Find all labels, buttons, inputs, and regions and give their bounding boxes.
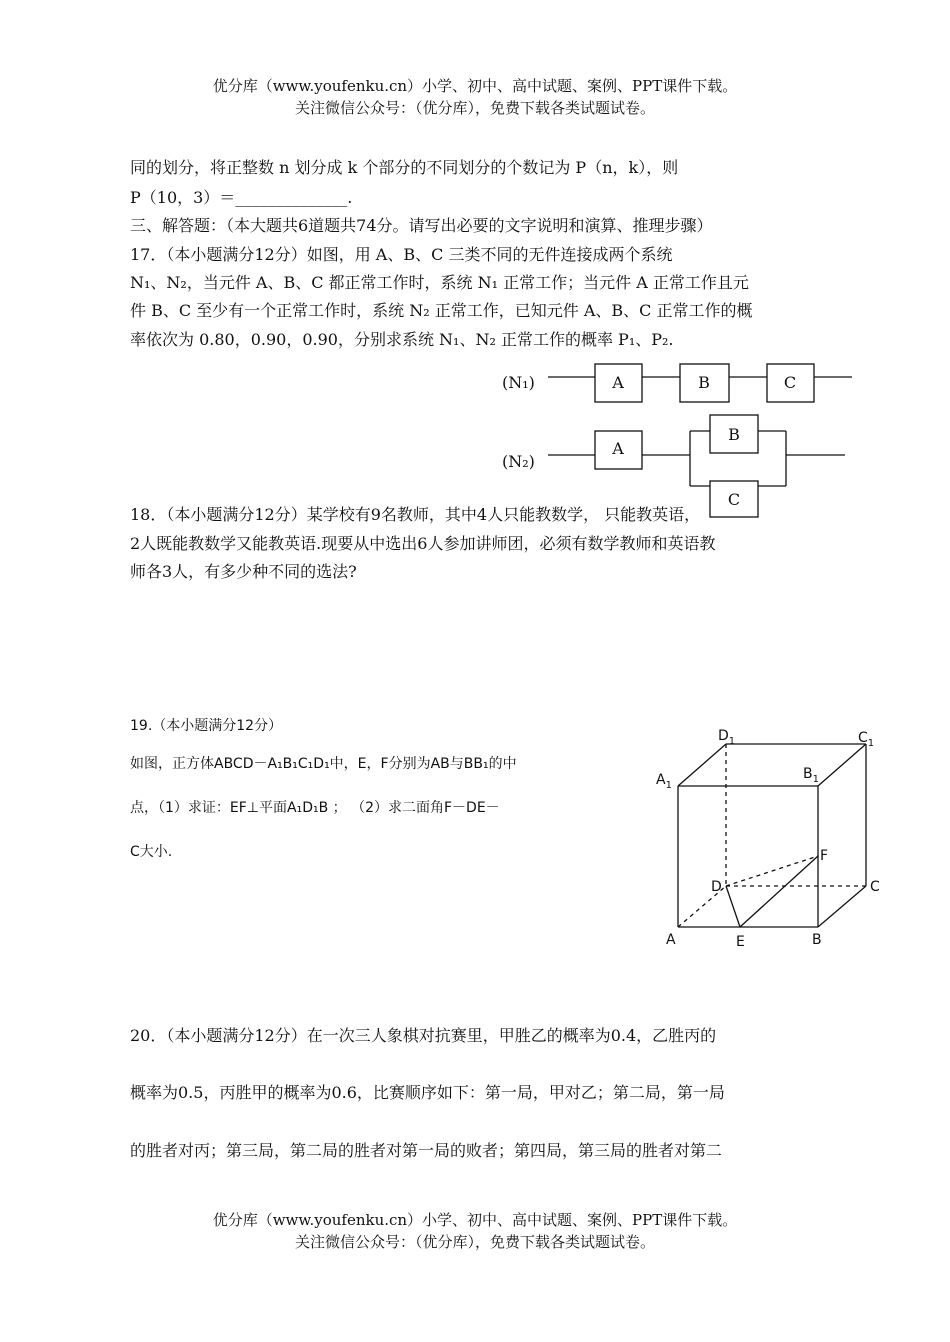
n1-label: (N₁) <box>502 373 535 392</box>
n2-b-label: B <box>728 425 740 444</box>
n1-b-label: B <box>698 373 710 392</box>
q17-line-3: 件 B、C 至少有一个正常工作时，系统 N₂ 正常工作，已知元件 A、B、C 正常工作的概 <box>130 301 753 320</box>
q20-line-1: 20．（本小题满分12分）在一次三人象棋对抗赛里，甲胜乙的概率为0.4，乙胜丙的 <box>130 1026 717 1045</box>
q16-line-1: 同的划分，将正整数 n 划分成 k 个部分的不同划分的个数记为 P（n，k），则 <box>130 158 679 177</box>
section-3-heading: 三、解答题：（本大题共6道题共74分。请写出必要的文字说明和演算、推理步骤） <box>130 216 713 235</box>
footer-line-2: 关注微信公众号：（优分库），免费下载各类试题试卷。 <box>294 1233 655 1251</box>
q19-line-1: 如图，正方体ABCD－A₁B₁C₁D₁中，E，F分别为AB与BB₁的中 <box>130 756 517 772</box>
footer-line-1: 优分库（www.youfenku.cn）小学、初中、高中试题、案例、PPT课件下载。 <box>212 1211 738 1229</box>
q18-line-2: 2人既能教数学又能教英语.现要从中选出6人参加讲师团，必须有数学教师和英语教 <box>130 534 716 553</box>
circuit-diagram <box>490 355 860 525</box>
header-line-1: 优分库（www.youfenku.cn）小学、初中、高中试题、案例、PPT课件下载。 <box>212 77 738 95</box>
q16-line-2: P（10，3）＝______________. <box>130 188 353 207</box>
vertex-c: C <box>870 879 880 895</box>
q19-line-3: C大小. <box>130 844 173 860</box>
header-line-2: 关注微信公众号：（优分库），免费下载各类试题试卷。 <box>294 99 655 117</box>
q18-line-3: 师各3人，有多少种不同的选法? <box>130 562 357 581</box>
q19-line-2: 点，（1）求证：EF⊥平面A₁D₁B ； （2）求二面角F－DE－ <box>130 800 500 816</box>
point-f: F <box>820 848 829 864</box>
n1-c-label: C <box>783 373 797 392</box>
q17-line-1: 17．（本小题满分12分）如图，用 A、B、C 三类不同的无件连接成两个系统 <box>130 245 673 264</box>
n2-label: (N₂) <box>502 452 535 471</box>
q20-line-2: 概率为0.5，丙胜甲的概率为0.6，比赛顺序如下：第一局，甲对乙；第二局，第一局 <box>130 1083 725 1102</box>
n2-c-label: C <box>727 490 741 509</box>
cube-diagram <box>650 720 890 960</box>
vertex-b: B <box>812 932 822 948</box>
point-e: E <box>736 934 745 950</box>
vertex-a: A <box>666 932 676 948</box>
q17-line-2: N₁、N₂，当元件 A、B、C 都正常工作时，系统 N₁ 正常工作；当元件 A 正常工作且元 <box>130 273 749 292</box>
q17-line-4: 率依次为 0.80，0.90，0.90，分别求系统 N₁、N₂ 正常工作的概率 P₁、P₂. <box>130 330 674 349</box>
vertex-d1: $D_1$ <box>718 728 736 747</box>
n2-a-label: A <box>612 439 624 458</box>
vertex-d: D <box>711 879 722 895</box>
q18-line-1: 18．（本小题满分12分）某学校有9名教师，其中4人只能教数学， 只能教英语， <box>130 505 701 524</box>
q20-line-3: 的胜者对丙；第三局，第二局的胜者对第一局的败者；第四局，第三局的胜者对第二 <box>130 1141 723 1160</box>
vertex-c1: $C_1$ <box>858 730 875 749</box>
q19-title: 19.（本小题满分12分） <box>130 718 283 734</box>
n1-a-label: A <box>612 373 624 392</box>
vertex-a1: $A_1$ <box>656 772 672 791</box>
vertex-b1: $B_1$ <box>803 766 819 785</box>
